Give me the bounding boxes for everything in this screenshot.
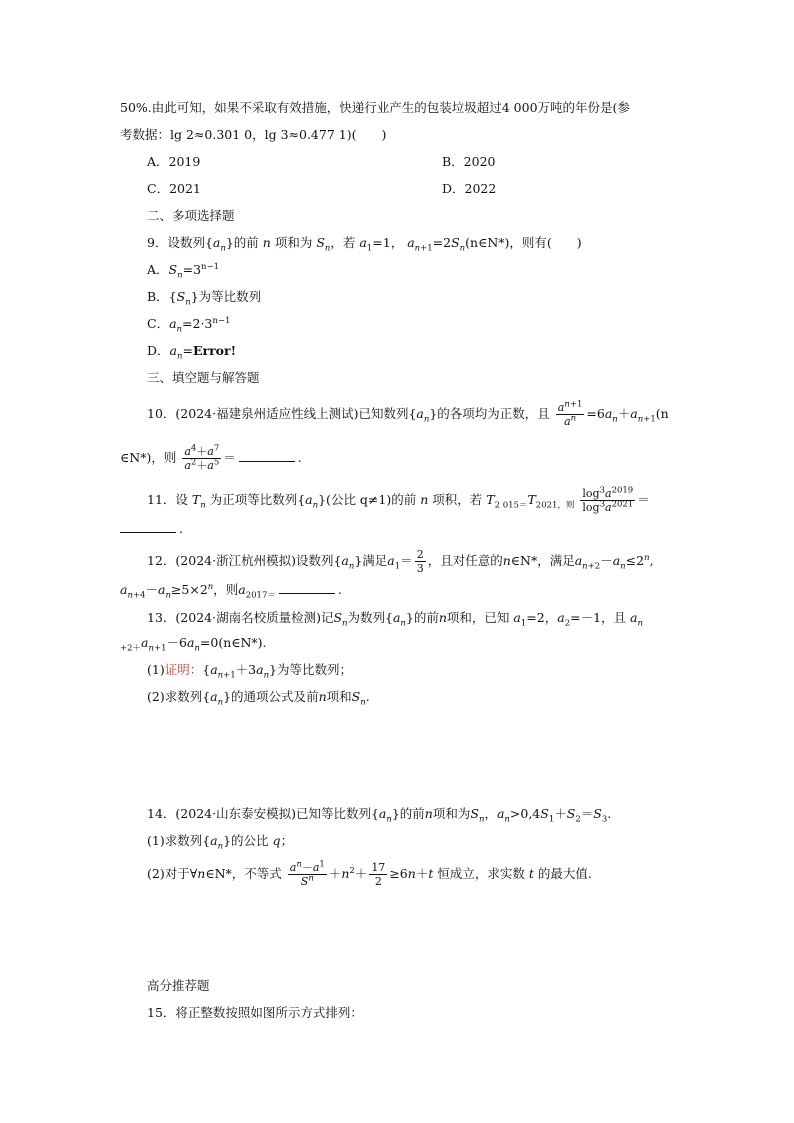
q10-stem-line2: ∈N*)，则 $\frac{a^4+a^7}{a^2+a^5}$ ＝ . — [120, 443, 302, 472]
q9-stem: 9．设数列$\{a_n\}$的前 n 项和为 $S_n$，若 $a_1=1$， $a_{n+1}=2S_n(n\in N*)$，则有( ) — [147, 235, 582, 254]
q8-option-c: C．2021 — [147, 181, 201, 196]
q15-stem: 15．将正整数按照如图所示方式排列： — [147, 1005, 363, 1020]
section-fill-and-solve: 三、填空题与解答题 — [147, 370, 260, 385]
q10-stem-line1: 10．(2024·福建泉州适应性线上测试)已知数列$\{a_n\}$的各项均为正数，且 $\frac{a^{n+1}}{a^n}$ $=6a_n+a_{n+1}(n$ — [147, 399, 669, 428]
q10-answer-blank[interactable] — [239, 448, 295, 462]
q8-stem-line2: 考数据：lg 2≈0.301 0，lg 3≈0.477 1)( ) — [120, 127, 387, 142]
q12-stem-line1: 12．(2024·浙江杭州模拟)设数列$\{a_n\}$满足$a_1=$ $\frac{2}{3}$ ，且对任意的n∈N*，满足$a_{n+2}-a_n\le 2^n$, — [147, 548, 654, 575]
q8-option-b: B．2020 — [442, 154, 496, 169]
q8-stem-line1: 50%.由此可知，如果不采取有效措施，快递行业产生的包装垃圾超过4 000万吨的年份是(参 — [120, 100, 630, 115]
q14-part1: (1)求数列$\{a_n\}$的公比 q； — [147, 833, 294, 852]
section-multiple-choice: 二、多项选择题 — [147, 208, 235, 223]
q13-stem-line2: $_{+2+}a_{n+1}-6a_n=0(n\in N*)$. — [120, 635, 267, 654]
q8-option-d: D．2022 — [442, 181, 497, 196]
q12-answer-blank[interactable] — [279, 580, 335, 594]
q11-answer-blank[interactable] — [120, 519, 176, 533]
q11-stem-line1: 11．设 $T_n$ 为正项等比数列$\{a_n\}$(公比 q≠1)的前 n 项积，若 $T_{2 015=}T_{2021,则}$ $\frac{\log^3a^{2019}}{\log^3a^{2021}}$ ＝ — [147, 485, 650, 514]
q9-option-b: B．$\{S_n\}$为等比数列 — [147, 289, 262, 308]
q13-stem-line1: 13．(2024·湖南名校质量检测)记$S_n$为数列$\{a_n\}$的前n项和，已知 $a_1=2$，$a_2=-1$，且 $a_n$ — [147, 610, 643, 629]
q9-option-a: A．$S_n=3^{n-1}$ — [147, 261, 220, 281]
q12-stem-line2: $a_{n+4}-a_n\ge 5\times 2^n$，则$a_{2017=}$ . — [120, 581, 342, 601]
q9-option-c: C．$a_n=2\cdot 3^{n-1}$ — [147, 315, 231, 335]
q11-stem-line2: . — [120, 519, 183, 538]
q13-part1: (1)证明：$\{a_{n+1}+3a_n\}$为等比数列； — [147, 662, 353, 681]
q14-stem: 14．(2024·山东泰安模拟)已知等比数列$\{a_n\}$的前n项和为$S_n$，$a_n>0,4S_1+S_2=S_3$. — [147, 806, 612, 825]
q9-option-d: D．$a_n=Error$! — [147, 343, 237, 362]
section-recommended: 高分推荐题 — [147, 978, 210, 993]
q8-option-a: A．2019 — [147, 154, 201, 169]
q13-part2: (2)求数列$\{a_n\}$的通项公式及前n项和$S_n$. — [147, 689, 370, 708]
q14-part2: (2)对于∀n∈N*，不等式 $\frac{a^n-a^1}{S^n}$ $+n^2+$ $\frac{17}{2}$ ≥6n＋t 恒成立，求实数 t 的最大值. — [147, 859, 592, 888]
